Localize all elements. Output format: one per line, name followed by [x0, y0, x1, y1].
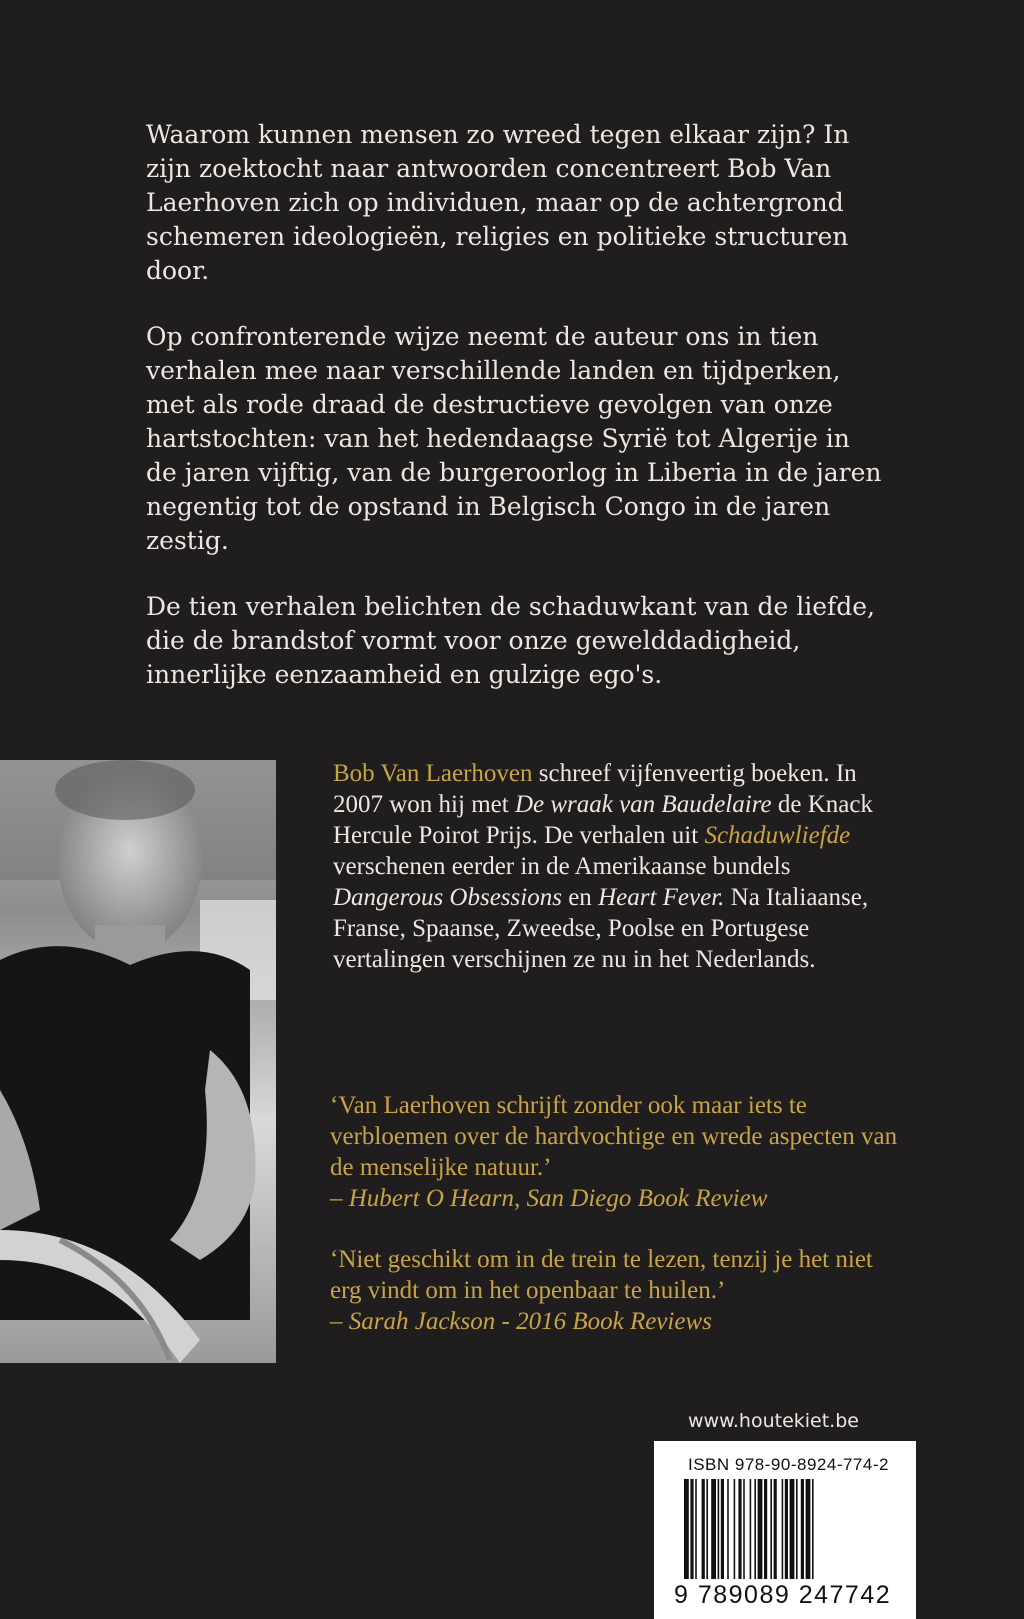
- bio-text-5: Na Italiaanse, Franse, Spaanse, Zweedse, Poolse en Portugese vertalingen verschijnen ze nu in het Nederlands.: [333, 884, 869, 973]
- quote-source: – Hubert O Hearn, San Diego Book Review: [330, 1185, 768, 1212]
- bio-text-3: verschenen eerder in de Amerikaanse bundels: [333, 853, 791, 880]
- blurb: [146, 118, 886, 724]
- isbn-label: ISBN 978-90-8924-774-2: [688, 1455, 889, 1474]
- bio-text-4: en: [561, 884, 599, 911]
- publisher-website: www.houtekiet.be: [688, 1410, 859, 1432]
- review-quote-1: [330, 1090, 910, 1214]
- quote-source: – Sarah Jackson - 2016 Book Reviews: [330, 1308, 712, 1335]
- book-title-2: Schaduwliefde: [704, 822, 851, 849]
- book-title-3: Dangerous Obsessions: [333, 884, 562, 911]
- quote-text: ‘Niet geschikt om in de trein te lezen, tenzij je het niet erg vindt om in het openbaar te huilen.’: [330, 1246, 873, 1304]
- book-title-1: De wraak van Baudelaire: [514, 791, 772, 818]
- author-portrait-icon: [0, 760, 276, 1363]
- book-title-4: Heart Fever.: [598, 884, 725, 911]
- blurb-paragraph-3: De tien verhalen belichten de schaduwkant van de liefde, die de brandstof vormt voor onze gewelddadigheid, innerlijke eenzaamheid en gulzige ego's.: [146, 592, 876, 689]
- barcode-icon: [684, 1479, 884, 1579]
- author-photo: [0, 760, 276, 1363]
- barcode-number: 9 789089 247742: [674, 1581, 892, 1609]
- quote-text: ‘Van Laerhoven schrijft zonder ook maar iets te verbloemen over de hardvochtige en wrede aspecten van de menselijke natuur.’: [330, 1092, 898, 1181]
- review-quote-2: [330, 1244, 910, 1337]
- author-name: Bob Van Laerhoven: [333, 760, 533, 787]
- barcode-box: [654, 1441, 916, 1619]
- blurb-paragraph-1: Waarom kunnen mensen zo wreed tegen elkaar zijn? In zijn zoektocht naar antwoorden concentreert Bob Van Laerhoven zich op individuen, maar op de achtergrond schemeren ideologieën, religies en politieke structuren door.: [146, 120, 850, 285]
- bio-text-2: de Knack Hercule Poirot Prijs. De verhalen uit: [333, 791, 873, 849]
- review-quotes: [330, 1090, 910, 1367]
- bio-text-1: schreef vijfenveertig boeken. In 2007 won hij met: [333, 760, 857, 818]
- blurb-paragraph-2: Op confronterende wijze neemt de auteur ons in tien verhalen mee naar verschillende landen en tijdperken, met als rode draad de destructieve gevolgen van onze hartstochten: van het hedendaagse Syrië tot Algerije in de jaren vijftig, van de burgeroorlog in Liberia in de jaren negentig tot de opstand in Belgisch Congo in de jaren zestig.: [146, 322, 882, 555]
- author-bio: [333, 758, 893, 975]
